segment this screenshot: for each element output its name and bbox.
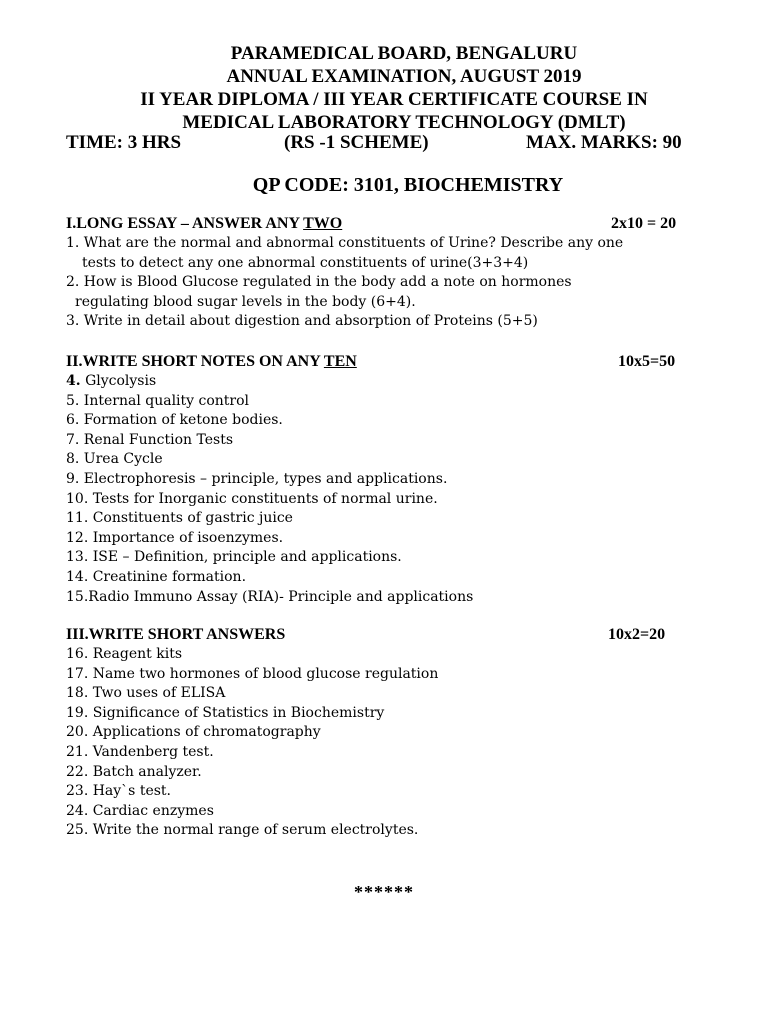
list-item: 11. Constituents of gastric juice: [66, 510, 293, 527]
question-2-continued: regulating blood sugar levels in the body (6+4).: [75, 293, 416, 310]
section-title-emphasis: TEN: [323, 353, 357, 370]
section-marks: 2x10 = 20: [611, 215, 677, 232]
list-item: 15.Radio Immuno Assay (RIA)- Principle and applications: [66, 588, 474, 605]
section-title-emphasis: TWO: [303, 215, 343, 232]
list-item: 7. Renal Function Tests: [66, 431, 234, 448]
board-name: PARAMEDICAL BOARD, BENGALURU: [230, 43, 578, 64]
list-item: 14. Creatinine formation.: [66, 568, 247, 585]
list-item: 23. Hay`s test.: [66, 783, 171, 800]
list-item: 6. Formation of ketone bodies.: [66, 412, 283, 429]
qp-code: QP CODE: 3101, BIOCHEMISTRY: [252, 174, 564, 196]
list-item: 24. Cardiac enzymes: [66, 802, 214, 819]
exam-meta-row: [66, 131, 696, 155]
qp-code-title: [0, 173, 768, 197]
exam-name: ANNUAL EXAMINATION, AUGUST 2019: [226, 66, 582, 87]
list-item: 12. Importance of isoenzymes.: [66, 529, 284, 546]
question-1-continued: tests to detect any one abnormal constituents of urine(3+3+4): [82, 254, 529, 271]
list-item: 17. Name two hormones of blood glucose regulation: [66, 665, 439, 682]
question-4: [66, 372, 706, 392]
list-item: 19. Significance of Statistics in Biochemistry: [66, 704, 385, 721]
section-short-notes: [66, 352, 706, 607]
list-item: 20. Applications of chromatography: [66, 724, 321, 741]
list-item: 16. Reagent kits: [66, 646, 182, 662]
exam-scheme: (RS -1 SCHEME): [284, 132, 429, 153]
list-item: 21. Vandenberg test.: [66, 743, 214, 760]
question-1: 1. What are the normal and abnormal constituents of Urine? Describe any one: [66, 235, 624, 251]
end-of-paper: [0, 882, 768, 902]
section-heading: [66, 625, 706, 645]
max-marks: MAX. MARKS: 90: [526, 132, 682, 153]
course-level: II YEAR DIPLOMA / III YEAR CERTIFICATE COURSE IN: [140, 89, 648, 110]
question-2: 2. How is Blood Glucose regulated in the body add a note on hormones: [66, 274, 572, 291]
end-mark: ******: [354, 882, 414, 902]
list-item: 10. Tests for Inorganic constituents of normal urine.: [66, 490, 438, 507]
exam-time: TIME: 3 HRS: [66, 132, 182, 153]
section-marks: 10x5=50: [618, 353, 676, 370]
list-item: 25. Write the normal range of serum electrolytes.: [66, 822, 419, 839]
list-item: 18. Two uses of ELISA: [66, 685, 226, 702]
list-item: 22. Batch analyzer.: [66, 763, 202, 780]
course-name: MEDICAL LABORATORY TECHNOLOGY (DMLT): [182, 112, 626, 133]
question-3: 3. Write in detail about digestion and absorption of Proteins (5+5): [66, 313, 538, 330]
paper-header: [0, 42, 768, 134]
section-title: I.LONG ESSAY – ANSWER ANY: [66, 215, 304, 232]
question-number: 4.: [66, 373, 81, 389]
section-short-answers: [66, 625, 706, 841]
list-item: 13. ISE – Definition, principle and applications.: [66, 549, 402, 566]
section-title: III.WRITE SHORT ANSWERS: [66, 626, 286, 643]
list-item: 8. Urea Cycle: [66, 451, 163, 468]
section-heading: [66, 214, 706, 234]
list-item: 5. Internal quality control: [66, 392, 250, 409]
section-marks: 10x2=20: [608, 626, 666, 643]
question-text: Glycolysis: [80, 373, 157, 389]
section-title: II.WRITE SHORT NOTES ON ANY: [66, 353, 324, 370]
section-heading: [66, 352, 706, 372]
section-long-essay: [66, 214, 706, 332]
list-item: 9. Electrophoresis – principle, types and applications.: [66, 470, 448, 487]
